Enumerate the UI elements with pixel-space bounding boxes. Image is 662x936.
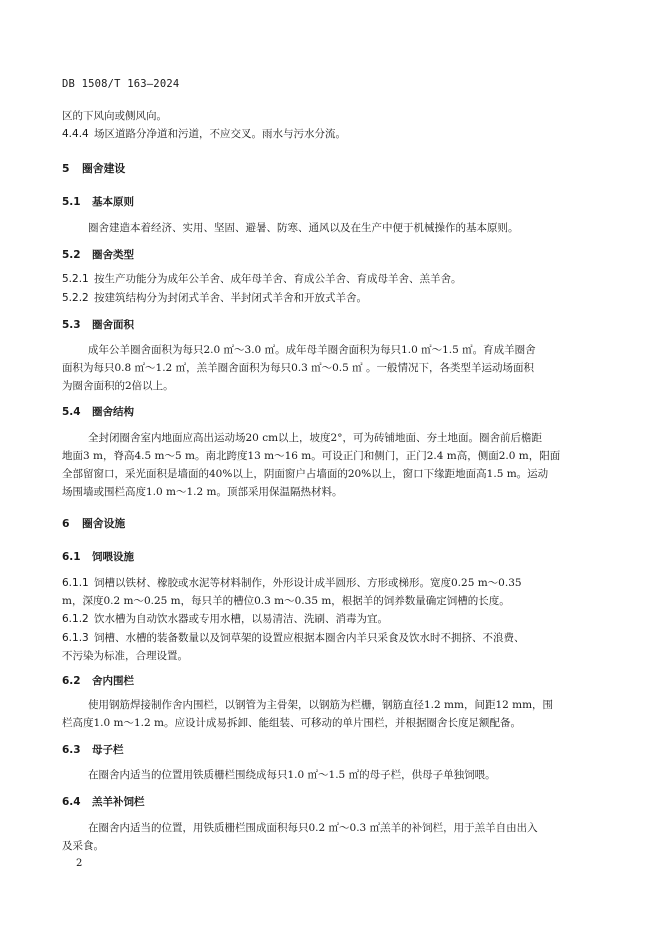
section-number: 5 <box>62 162 70 175</box>
clause-number: 4.4.4 <box>62 128 89 140</box>
clause-text: 饮水槽为自动饮水器或专用水槽，以易清洁、洗刷、消毒为宜。 <box>94 613 388 625</box>
paragraph-line: 场围墙或围栏高度1.0 m～1.2 m。顶部采用保温隔热材料。 <box>62 486 343 498</box>
section-number: 6.1 <box>62 551 81 563</box>
paragraph-line: 及采食。 <box>62 840 104 852</box>
section-title: 母子栏 <box>92 744 124 756</box>
section-6-heading <box>62 517 125 531</box>
section-number: 6 <box>62 517 70 530</box>
section-title: 圈舍设施 <box>82 517 126 530</box>
section-6-1-heading <box>62 550 134 564</box>
section-number: 6.3 <box>62 744 81 756</box>
clause-6-1-3 <box>62 631 525 645</box>
paragraph-line: 使用钢筋焊接制作舍内围栏，以钢管为主骨架，以钢筋为栏栅，钢筋直径1.2 mm，间距12 mm，围 <box>88 699 554 711</box>
paragraph-line: 在圈舍内适当的位置用铁质栅栏围绕成每只1.0 ㎡～1.5 ㎡的母子栏，供母子单独饲喂。 <box>88 769 496 781</box>
clause-text: 按建筑结构分为封闭式羊舍、半封闭式羊舍和开放式羊舍。 <box>94 292 367 304</box>
section-title: 圈舍类型 <box>92 249 134 261</box>
paragraph-line: 地面3 m，脊高4.5 m～5 m。南北跨度13 m～16 m。可设正门和侧门，正门2.4 m高，侧面2.0 m，阳面 <box>62 450 561 462</box>
section-number: 5.3 <box>62 319 81 331</box>
section-title: 基本原则 <box>92 196 134 208</box>
section-title: 舍内围栏 <box>92 675 134 687</box>
section-number: 5.2 <box>62 249 81 261</box>
clause-number: 6.1.2 <box>62 613 89 625</box>
clause-4-4-4 <box>62 127 346 141</box>
clause-5-2-1 <box>62 272 462 286</box>
section-number: 6.2 <box>62 675 81 687</box>
section-title: 羔羊补饲栏 <box>92 796 145 808</box>
clause-text: 场区道路分净道和污道，不应交叉。雨水与污水分流。 <box>94 128 346 140</box>
section-6-3-heading <box>62 743 124 757</box>
paragraph-line: 为圈舍面积的2倍以上。 <box>62 380 174 392</box>
paragraph-line: 栏高度1.0 m～1.2 m。应设计成易拆卸、能组装、可移动的单片围栏，并根据圈舍长度足额配备。 <box>62 717 521 729</box>
section-5-2-heading <box>62 248 134 262</box>
section-5-3-heading <box>62 318 134 332</box>
section-title: 圈舍面积 <box>92 319 134 331</box>
clause-6-1-2 <box>62 612 388 626</box>
paragraph-line: 全封闭圈舍室内地面应高出运动场20 cm以上，坡度2°，可为砖铺地面、夯土地面。圈舍前后檐距 <box>88 432 542 444</box>
clause-continuation: 不污染为标准，合理设置。 <box>62 650 188 662</box>
section-number: 5.1 <box>62 196 81 208</box>
paragraph-line: 成年公羊圈舍面积为每只2.0 ㎡～3.0 ㎡。成年母羊圈舍面积为每只1.0 ㎡～1.5 ㎡。育成羊圈舍 <box>88 344 536 356</box>
section-title: 圈舍建设 <box>82 162 126 175</box>
clause-text: 饲槽、水槽的装备数量以及饲草架的设置应根据本圈舍内羊只采食及饮水时不拥挤、不浪费、 <box>94 632 525 644</box>
clause-number: 6.1.3 <box>62 632 89 644</box>
section-title: 饲喂设施 <box>92 551 134 563</box>
clause-number: 5.2.1 <box>62 273 89 285</box>
page-number: 2 <box>76 858 83 869</box>
clause-number: 5.2.2 <box>62 292 89 304</box>
clause-continuation: m，深度0.2 m～0.25 m，每只羊的槽位0.3 m～0.35 m，根据羊的饲养数量确定饲槽的长度。 <box>62 595 510 607</box>
clause-5-2-2 <box>62 291 367 305</box>
paragraph-line: 面积为每只0.8 ㎡～1.2 ㎡，羔羊圈舍面积为每只0.3 ㎡～0.5 ㎡ 。一般情况下，各类型羊运动场面积 <box>62 362 534 374</box>
standard-code-header: DB 1508/T 163—2024 <box>62 78 180 90</box>
section-title: 圈舍结构 <box>92 406 134 418</box>
section-5-4-heading <box>62 405 134 419</box>
section-5-heading <box>62 162 125 176</box>
section-number: 5.4 <box>62 406 81 418</box>
section-number: 6.4 <box>62 796 81 808</box>
continuation-text: 区的下风向或侧风向。 <box>62 110 167 122</box>
clause-text: 饲槽以铁材、橡胶或水泥等材料制作，外形设计成半圆形、方形或梯形。宽度0.25 m～0.35 <box>94 577 522 589</box>
paragraph: 圈舍建造本着经济、实用、坚固、避暑、防寒、通风以及在生产中便于机械操作的基本原则。 <box>88 222 519 234</box>
section-5-1-heading <box>62 195 134 209</box>
clause-text: 按生产功能分为成年公羊舍、成年母羊舍、育成公羊舍、育成母羊舍、羔羊舍。 <box>94 273 462 285</box>
section-6-2-heading <box>62 674 134 688</box>
paragraph-line: 在圈舍内适当的位置，用铁质栅栏围成面积每只0.2 ㎡～0.3 ㎡羔羊的补饲栏，用于羔羊自由出入 <box>88 822 538 834</box>
section-6-4-heading <box>62 795 145 809</box>
paragraph-line: 全部留窗口，采光面积是墙面的40%以上，阴面窗户占墙面的20%以上，窗口下缘距地面高1.5 m。运动 <box>62 468 549 480</box>
clause-6-1-1 <box>62 576 522 590</box>
clause-number: 6.1.1 <box>62 577 89 589</box>
